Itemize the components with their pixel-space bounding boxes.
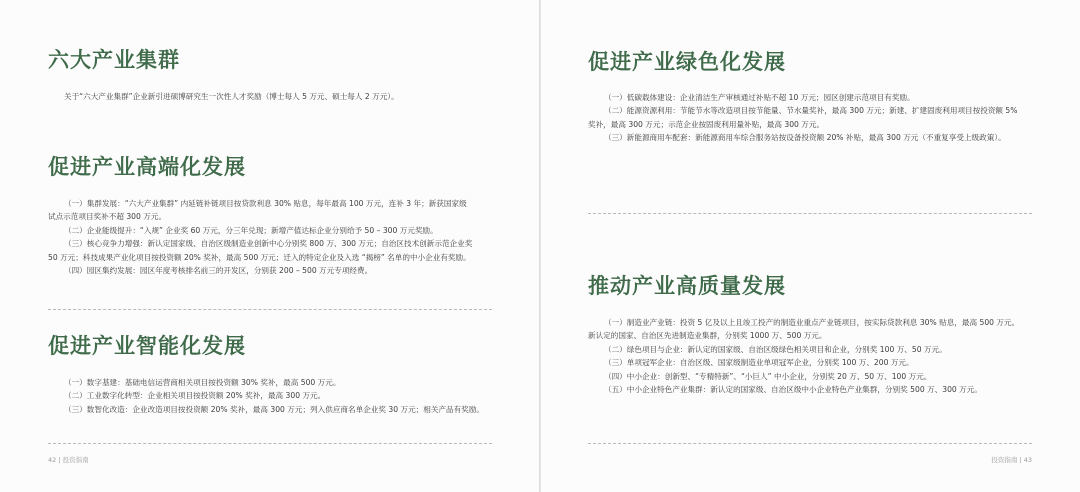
body-line: （二）工业数字化转型：企业相关项目按投资额 20% 奖补，最高 300 万元。: [64, 391, 326, 401]
footer-divider: [48, 443, 492, 444]
section-body-high-end: [48, 197, 472, 277]
body-line: （五）中小企业特色产业集群：新认定的国家级、自治区级中小企业特色产业集群，分别奖 500 万、300 万元。: [604, 385, 982, 395]
body-line: （三）核心竞争力增强：新认定国家级、自治区级制造业创新中心分别奖 800 万、300 万元；自治区技术创新示范企业奖: [64, 239, 473, 249]
body-line: （三）单项冠军企业：自治区级、国家级制造业单项冠军企业，分别奖 100 万、200 万元。: [604, 358, 914, 368]
section-body-intelligent: [64, 376, 484, 416]
body-line: （二）绿色项目与企业：新认定的国家级、自治区级绿色相关项目和企业，分别奖 100 万、50 万元。: [604, 344, 947, 354]
body-line: 奖补，最高 300 万元；示范企业按固废利用量补贴，最高 300 万元。: [588, 119, 825, 129]
body-line: （二）能源资源利用：节能节水等改造项目按节能量、节水量奖补，最高 300 万元；新建、扩建固废利用项目按投资额 5%: [604, 106, 1018, 116]
section-body-green: [588, 91, 1017, 145]
section-title-green: 促进产业绿色化发展: [588, 50, 786, 74]
section-divider: [48, 309, 492, 310]
body-line: （四）园区集约发展：园区年度考核排名前三的开发区，分别获 200 – 500 万元专项经费。: [64, 266, 373, 276]
footer-divider: [588, 443, 1032, 444]
section-title-intelligent: 促进产业智能化发展: [48, 334, 246, 358]
section-body-industry-clusters: [64, 90, 399, 103]
body-line: （一）数字基建：基础电信运营商相关项目按投资额 30% 奖补，最高 500 万元。: [64, 378, 341, 387]
body-line: 关于“六大产业集群”企业新引进硕博研究生一次性人才奖励（博士每人 5 万元、硕士每人 2 万元）。: [64, 92, 399, 101]
body-line: 试点示范项目奖补不超 300 万元。: [48, 212, 167, 222]
body-line: （三）数智化改造：企业改造项目按投资额 20% 奖补，最高 300 万元；列入供应商名单企业奖 30 万元；相关产品有奖励。: [64, 404, 485, 414]
body-line: （一）制造业产业链：投资 5 亿及以上且竣工投产的制造业重点产业链项目，按实际贷款利息 30% 贴息，最高 500 万元。: [604, 318, 1020, 327]
body-line: （三）新能源商用车配套：新能源商用车综合服务站按设备投资额 20% 补贴，最高 300 万元（不重复享受上级政策）。: [604, 133, 1006, 143]
body-line: 新认定的国家、自治区先进制造业集群，分别奖 1000 万、500 万元。: [588, 331, 827, 341]
body-line: （一）集群发展：“六大产业集群” 内延链补链项目按贷款利息 30% 贴息，每年最高 100 万元，连补 3 年；新获国家级: [64, 199, 467, 208]
right-page: [541, 0, 1080, 492]
section-divider: [588, 213, 1032, 214]
section-title-high-quality: 推动产业高质量发展: [588, 274, 786, 298]
body-line: （一）低碳载体建设：企业清洁生产审核通过补贴不超 10 万元；园区创建示范项目有奖励。: [604, 93, 915, 102]
section-title-high-end: 促进产业高端化发展: [48, 155, 246, 179]
body-line: （四）中小企业：创新型、“专精特新”、“小巨人” 中小企业，分别奖 20 万、50 万、100 万元。: [604, 371, 932, 381]
left-page: [0, 0, 539, 492]
body-line: （二）企业能级提升：“入规” 企业奖 60 万元，分三年兑现；新增产值达标企业分别给予 50 – 300 万元奖励。: [64, 225, 438, 235]
section-title-industry-clusters: 六大产业集群: [48, 48, 180, 72]
page-footer-left: 42 | 投资指南: [48, 456, 89, 464]
section-body-high-quality: [588, 316, 1019, 396]
page-footer-right: 投资指南 | 43: [991, 456, 1032, 464]
body-line: 50 万元；科技成果产业化项目按投资额 20% 奖补，最高 500 万元；迁入的特定企业及入选 “揭榜” 名单的中小企业有奖励。: [48, 252, 471, 262]
